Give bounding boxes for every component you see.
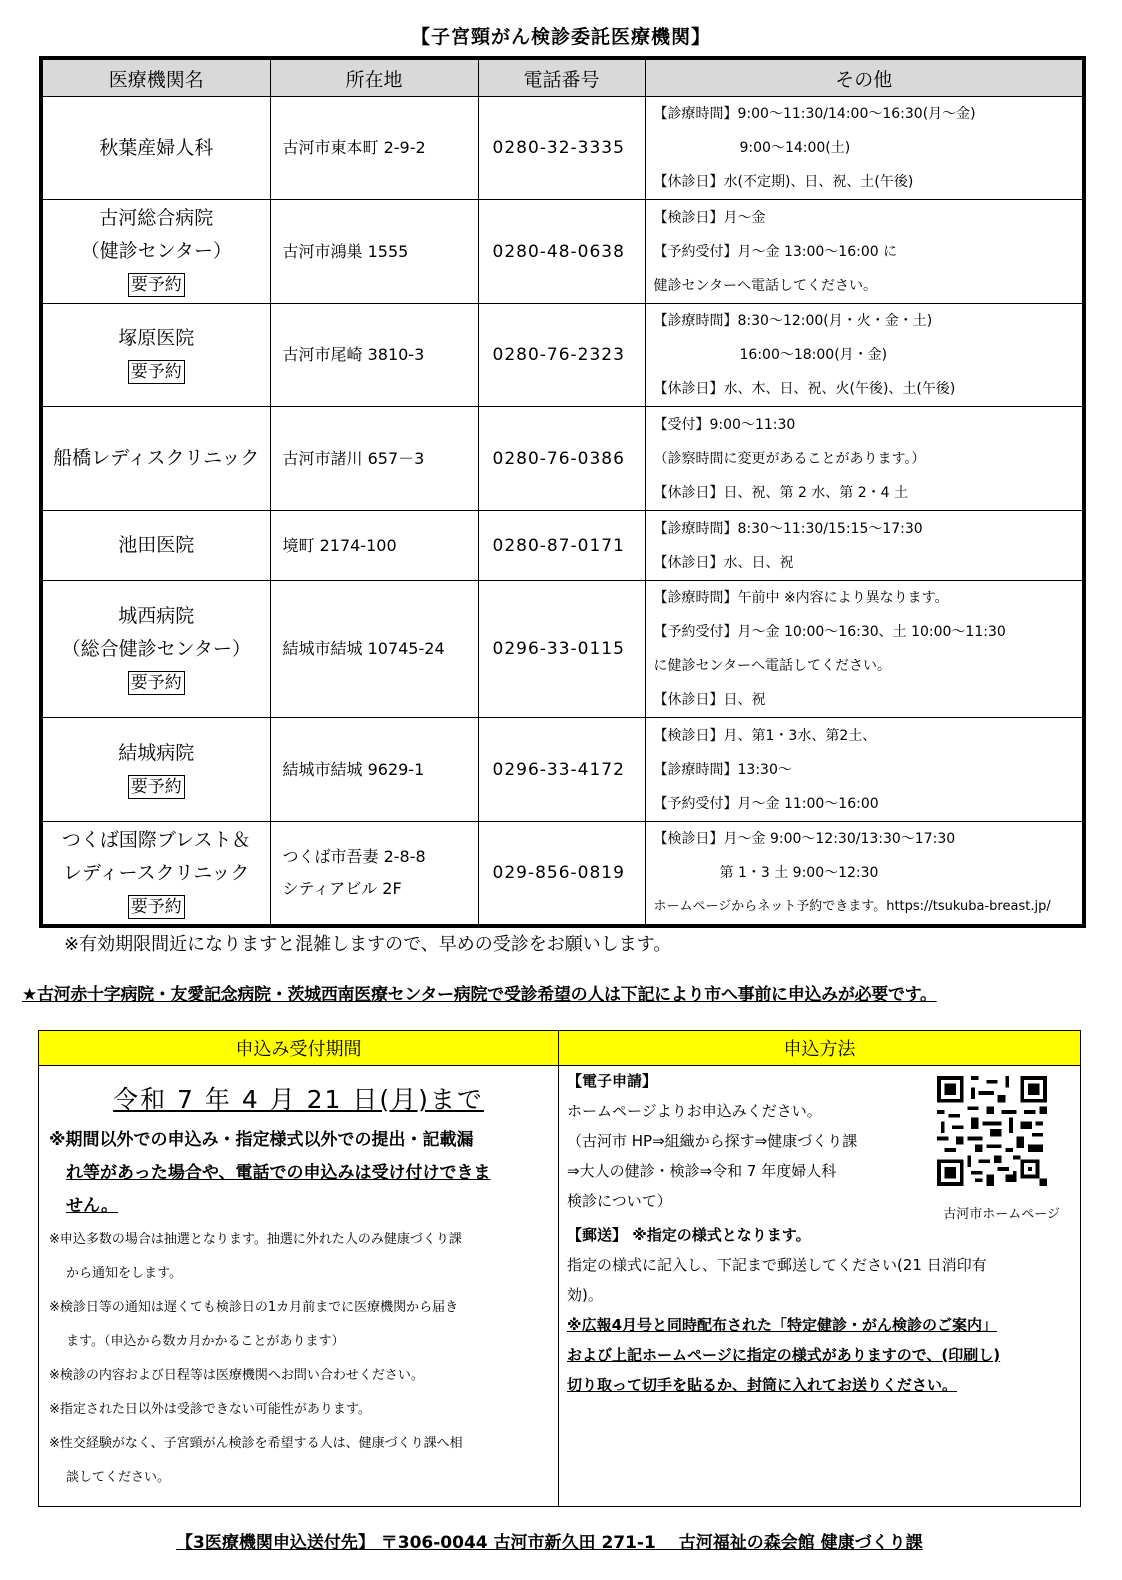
reservation-badge: 要予約 [128, 895, 185, 919]
clinic-address: 古河市尾崎 3810-3 [270, 304, 478, 407]
clinic-tel: 029-856-0819 [478, 822, 645, 927]
clinic-address: 古河市諸川 657－3 [270, 407, 478, 511]
table-header-row [41, 58, 1084, 97]
page-title: 【子宮頸がん検診委託医療機関】 [410, 26, 711, 48]
clinic-address: 古河市鴻巣 1555 [270, 200, 478, 304]
clinic-other: 【診療時間】9:00～11:30/14:00～16:30(月～金) 9:00～14:00(土) 【休診日】水(不定期)、日、祝、土(午後) [645, 97, 1084, 200]
table-row [41, 511, 1084, 581]
clinic-tel: 0280-87-0171 [478, 511, 645, 581]
header-address: 所在地 [270, 58, 478, 97]
table-row [41, 822, 1084, 927]
clinic-other: 【検診日】月、第1・3水、第2土、 【診療時間】13:30～ 【予約受付】月～金 11:00～16:00 [645, 718, 1084, 822]
clinic-address: 結城市結城 9629-1 [270, 718, 478, 822]
clinic-address: 結城市結城 10745-24 [270, 581, 478, 718]
clinic-name: 結城病院 要予約 [41, 718, 270, 822]
qr-caption: 古河市ホームページ [943, 1207, 1060, 1222]
table-row [41, 581, 1084, 718]
electronic-heading: 【電子申請】 [567, 1072, 658, 1090]
clinic-other: 【診療時間】8:30～12:00(月・火・金・土) 16:00～18:00(月・金) 【休診日】水、木、日、祝、火(午後)、土(午後) [645, 304, 1084, 407]
mailing-address: 【3医療機関申込送付先】 〒306-0044 古河市新久田 271-1 古河福祉の森会館 健康づくり課 [176, 1533, 923, 1553]
application-row [39, 1066, 1081, 1507]
clinic-name: 秋葉産婦人科 [41, 97, 270, 200]
clinic-other: 【診療時間】午前中 ※内容により異なります。 【予約受付】月～金 10:00～16:30、土 10:00～11:30 に健診センターへ電話してください。 【休診日】日、祝 [645, 581, 1084, 718]
clinic-address: 古河市東本町 2-9-2 [270, 97, 478, 200]
header-other: その他 [645, 58, 1084, 97]
reservation-badge: 要予約 [128, 775, 185, 799]
header-method: 申込方法 [559, 1031, 1081, 1066]
table-row [41, 304, 1084, 407]
warning-text: ※期間以外での申込み・指定様式以外での提出・記載漏 れ等があった場合や、電話での申込みは受け付けできま せん。 [49, 1130, 491, 1216]
clinic-name: 古河総合病院 （健診センター） 要予約 [41, 200, 270, 304]
deadline: 令和 7 年 4 月 21 日(月)まで [113, 1085, 484, 1114]
clinic-tel: 0280-76-2323 [478, 304, 645, 407]
table-row [41, 718, 1084, 822]
clinic-other: 【検診日】月～金 【予約受付】月～金 13:00～16:00 に 健診センターへ電話してください。 [645, 200, 1084, 304]
clinic-name: 塚原医院 要予約 [41, 304, 270, 407]
clinic-tel: 0296-33-0115 [478, 581, 645, 718]
clinic-name: 城西病院 （総合健診センター） 要予約 [41, 581, 270, 718]
method-cell: 【電子申請】 ホームページよりお申込みください。 （古河市 HP⇒組織から探す⇒健康づくり課 ⇒大人の健診・検診⇒令和 7 年度婦人科 検診について） 古河市ホームページ 【郵送】 ※指定の様式となります。 指定の様式に記入し、下記まで郵送してください(21 日消印有 効)。 ※広報4月号と同時配布された「特定健診・がん検診のご案内」 および上記ホームページに指定の様式がありますので、(印刷し) 切り取って切手を貼るか、封筒に入れてお送りください。 [559, 1066, 1081, 1507]
application-header-row [39, 1031, 1081, 1066]
mail-heading: 【郵送】 ※指定の様式となります。 [567, 1226, 811, 1244]
table-row [41, 97, 1084, 200]
advance-application-note: ★古河赤十字病院・友愛記念病院・茨城西南医療センター病院で受診希望の人は下記により市へ事前に申込みが必要です。 [22, 985, 937, 1005]
clinic-tel: 0280-48-0638 [478, 200, 645, 304]
tsukuba-url[interactable]: ホームページからネット予約できます。https://tsukuba-breast.jp/ [653, 899, 1051, 914]
clinic-address: つくば市吾妻 2-8-8 シティアビル 2F [270, 822, 478, 927]
clinic-name: 池田医院 [41, 511, 270, 581]
clinic-table [39, 56, 1086, 928]
clinic-name: つくば国際ブレスト＆ レディースクリニック 要予約 [41, 822, 270, 927]
clinic-other: 【検診日】月～金 9:00～12:30/13:30～17:30 第 1・3 土 9:00～12:30 ホームページからネット予約できます。https://tsukuba-breast.jp/ [645, 822, 1084, 927]
reservation-badge: 要予約 [128, 360, 185, 384]
crowding-note: ※有効期限間近になりますと混雑しますので、早めの受診をお願いします。 [64, 934, 672, 955]
period-cell [39, 1066, 559, 1507]
reservation-badge: 要予約 [128, 273, 185, 297]
header-name: 医療機関名 [41, 58, 270, 97]
notes-list: ※申込多数の場合は抽選となります。抽選に外れた人のみ健康づくり課 から通知をします。 ※検診日等の通知は遅くても検診日の1カ月前までに医療機関から届き ます。（申込から数カ月かかることがあります） ※検診の内容および日程等は医療機関へお問い合わせください。 ※指定された日以外は受診できない可能性があります。 ※性交経験がなく、子宮頸がん検診を希望する人は、健康づくり課へ相 談してください。 [49, 1232, 463, 1485]
qr-code-icon[interactable] [932, 1076, 1052, 1186]
clinic-tel: 0280-76-0386 [478, 407, 645, 511]
header-period: 申込み受付期間 [39, 1031, 559, 1066]
clinic-tel: 0296-33-4172 [478, 718, 645, 822]
clinic-name: 船橋レディスクリニック [41, 407, 270, 511]
reservation-badge: 要予約 [128, 671, 185, 695]
clinic-address: 境町 2174-100 [270, 511, 478, 581]
clinic-other: 【診療時間】8:30～11:30/15:15～17:30 【休診日】水、日、祝 [645, 511, 1084, 581]
table-row [41, 200, 1084, 304]
header-tel: 電話番号 [478, 58, 645, 97]
clinic-tel: 0280-32-3335 [478, 97, 645, 200]
application-table [38, 1030, 1081, 1507]
clinic-other: 【受付】9:00～11:30 （診察時間に変更があることがあります。） 【休診日】日、祝、第 2 水、第 2・4 土 [645, 407, 1084, 511]
table-row [41, 407, 1084, 511]
